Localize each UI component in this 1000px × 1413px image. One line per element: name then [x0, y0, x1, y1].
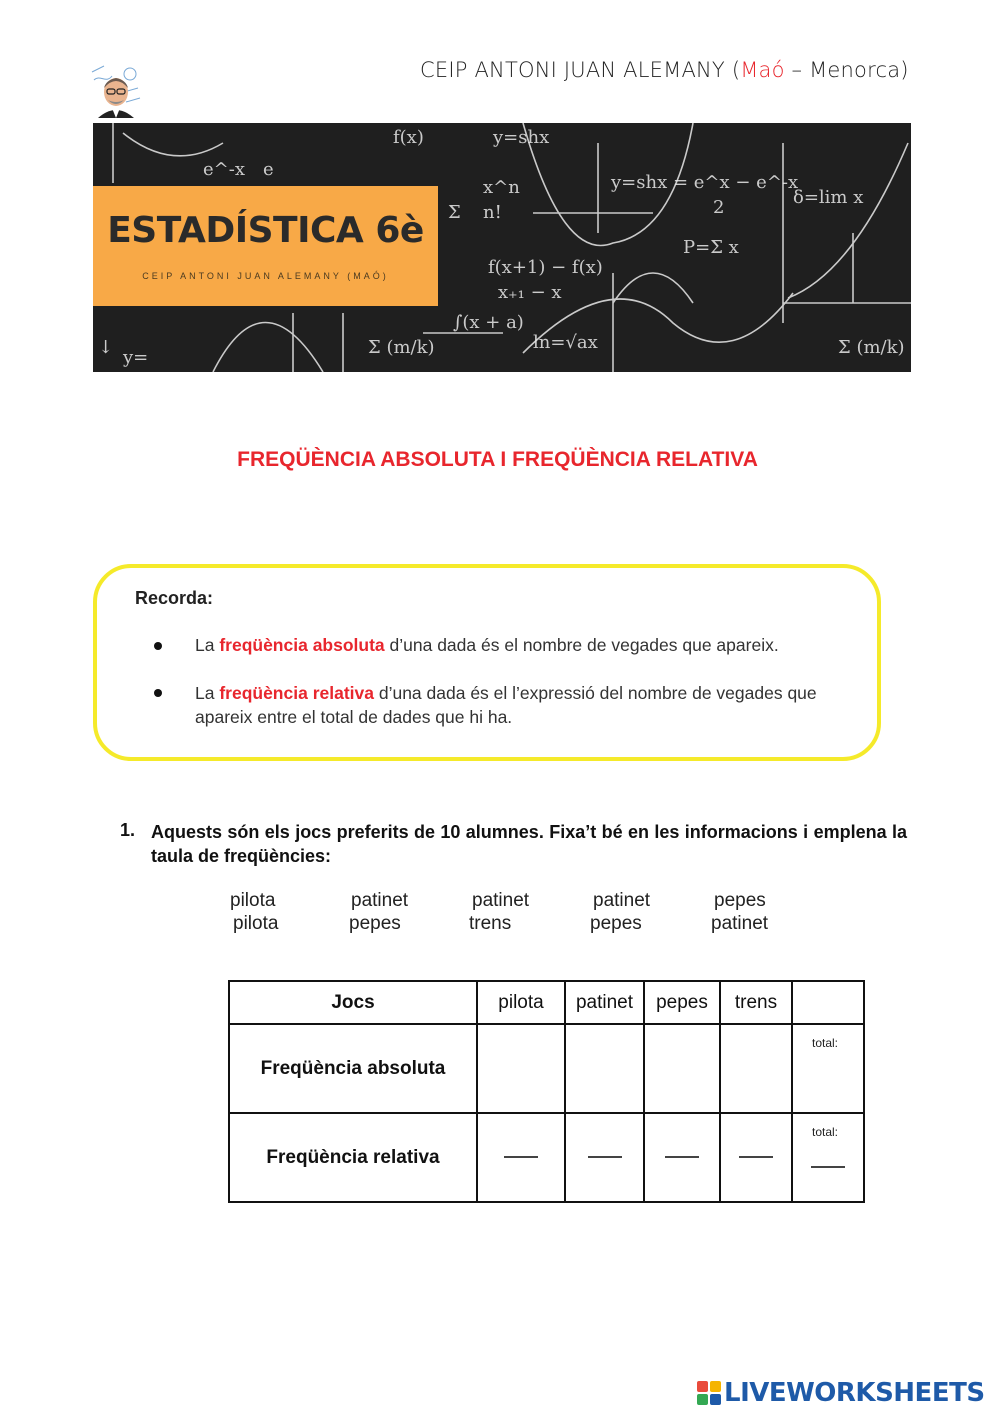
fraction-line	[665, 1156, 699, 1158]
table-header: pepes	[644, 981, 720, 1024]
town-name: Maó	[740, 58, 785, 82]
svg-text:n!: n!	[483, 202, 502, 223]
answer-cell-trens-relative[interactable]	[720, 1113, 792, 1202]
fraction-line	[504, 1156, 538, 1158]
table-header: patinet	[565, 981, 644, 1024]
data-word: patinet	[593, 890, 651, 911]
table-header-row	[229, 981, 864, 1024]
logo-square	[697, 1394, 708, 1405]
island-name: – Menorca)	[784, 58, 909, 82]
school-header	[420, 58, 909, 82]
data-word: pepes	[349, 913, 401, 934]
svg-text:2: 2	[713, 197, 725, 218]
data-word: pepes	[714, 890, 766, 911]
school-name: CEIP ANTONI JUAN ALEMANY (	[420, 58, 741, 82]
data-word: patinet	[472, 890, 530, 911]
data-word: pepes	[590, 913, 642, 934]
banner-subtitle: CEIP ANTONI JUAN ALEMANY (MAÓ)	[142, 271, 389, 281]
fraction-line	[588, 1156, 622, 1158]
answer-cell-total-absolute[interactable]	[792, 1024, 864, 1113]
reminder-title: Recorda:	[135, 588, 214, 608]
answer-cell-pilota-relative[interactable]	[477, 1113, 565, 1202]
svg-text:x^n: x^n	[483, 177, 520, 198]
logo-mark-icon	[697, 1381, 721, 1405]
data-word: patinet	[351, 890, 409, 911]
svg-text:↓: ↓	[98, 337, 114, 358]
answer-cell-pepes-absolute[interactable]	[644, 1024, 720, 1113]
table-header: Jocs	[229, 981, 477, 1024]
author-avatar	[90, 62, 142, 118]
row-label: Freqüència relativa	[229, 1113, 477, 1202]
bullet-highlight: freqüència absoluta	[219, 635, 385, 655]
logo-square	[710, 1381, 721, 1392]
banner-title-box	[93, 186, 438, 306]
svg-text:f(x): f(x)	[393, 127, 424, 148]
answer-cell-pilota-absolute[interactable]	[477, 1024, 565, 1113]
question-number: 1.	[120, 820, 136, 840]
svg-text:ln=√ax: ln=√ax	[533, 332, 598, 353]
banner-title: ESTADÍSTICA 6è	[107, 210, 424, 251]
chalkboard-banner	[93, 123, 911, 372]
answer-cell-patinet-absolute[interactable]	[565, 1024, 644, 1113]
svg-text:δ=lim x: δ=lim x	[793, 187, 864, 208]
logo-text: LIVEWORKSHEETS	[724, 1378, 985, 1408]
data-word: pilota	[230, 890, 276, 911]
svg-text:Σ: Σ	[448, 202, 461, 223]
svg-text:e^-x: e^-x	[203, 159, 245, 180]
answer-cell-pepes-relative[interactable]	[644, 1113, 720, 1202]
bullet-text: d’una dada és el l’expressió del nombre de vegades que apareix entre el total de dades que hi ha.	[195, 683, 817, 727]
reminder-bullet-relative	[195, 681, 835, 729]
liveworksheets-logo	[697, 1376, 985, 1410]
table-header: pilota	[477, 981, 565, 1024]
svg-text:x₊₁ − x: x₊₁ − x	[498, 282, 562, 303]
answer-cell-total-relative[interactable]	[792, 1113, 864, 1202]
answer-cell-patinet-relative[interactable]	[565, 1113, 644, 1202]
svg-text:f(x+1) − f(x): f(x+1) − f(x)	[488, 257, 603, 278]
frequency-table	[228, 980, 865, 1203]
bullet-icon	[154, 642, 162, 650]
bullet-text: d’una dada és el nombre de vegades que apareix.	[384, 635, 779, 655]
svg-text:e: e	[263, 159, 274, 180]
data-word: patinet	[711, 913, 769, 934]
total-label: total:	[812, 1125, 839, 1139]
table-header	[792, 981, 864, 1024]
total-label: total:	[812, 1036, 839, 1050]
table-row-absolute	[229, 1024, 864, 1113]
fraction-line	[739, 1156, 773, 1158]
svg-text:P=Σ x: P=Σ x	[683, 237, 739, 258]
bullet-icon	[154, 689, 162, 697]
bullet-text: La	[195, 683, 220, 703]
reminder-bullet-absolute	[195, 633, 835, 657]
table-row-relative	[229, 1113, 864, 1202]
svg-text:y=: y=	[123, 347, 149, 368]
svg-text:∫(x + a): ∫(x + a)	[453, 312, 524, 333]
row-label: Freqüència absoluta	[229, 1024, 477, 1113]
question-text: Aquests són els jocs preferits de 10 alumnes. Fixa’t bé en les informacions i emplena la taula de freqüències:	[151, 822, 907, 866]
table-header: trens	[720, 981, 792, 1024]
fraction-line	[811, 1166, 845, 1168]
bullet-highlight: freqüència relativa	[219, 683, 374, 703]
svg-text:y=shx: y=shx	[493, 127, 550, 148]
data-word: trens	[469, 913, 512, 934]
logo-square	[710, 1394, 721, 1405]
logo-square	[697, 1381, 708, 1392]
svg-text:Σ (m/k): Σ (m/k)	[838, 337, 905, 358]
svg-text:Σ (m/k): Σ (m/k)	[368, 337, 435, 358]
answer-cell-trens-absolute[interactable]	[720, 1024, 792, 1113]
data-word: pilota	[233, 913, 279, 934]
section-title: FREQÜÈNCIA ABSOLUTA I FREQÜÈNCIA RELATIVA	[237, 448, 758, 471]
bullet-text: La	[195, 635, 220, 655]
svg-text:y=shx = e^x − e^-x: y=shx = e^x − e^-x	[611, 172, 799, 193]
